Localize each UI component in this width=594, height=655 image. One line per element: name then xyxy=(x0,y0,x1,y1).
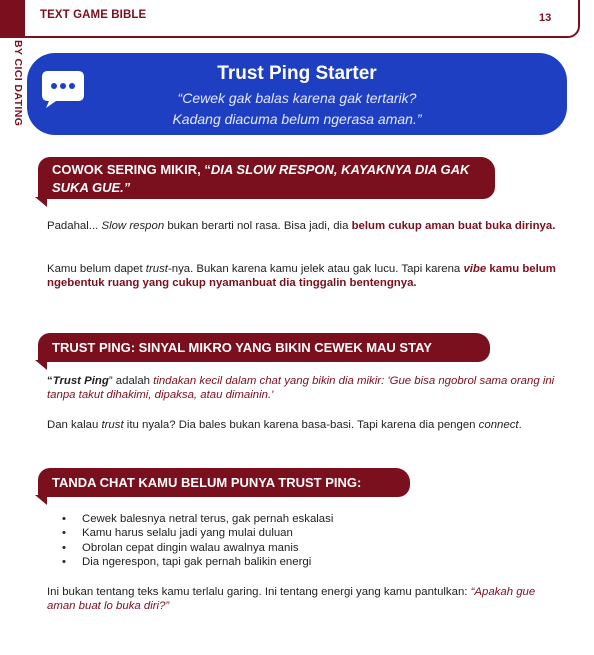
text-run: ” adalah xyxy=(108,375,154,387)
sidebar-label: BY CICI DATING xyxy=(12,40,24,127)
list-item: • Obrolan cepat dingin walau awalnya manis xyxy=(62,541,542,555)
text-highlight: belum cukup aman buat buka dirinya. xyxy=(351,220,556,232)
heading-flag xyxy=(35,360,47,370)
section-heading-1-plain: COWOK SERING MIKIR, “ xyxy=(52,162,211,177)
text-run-bold-italic: Trust Ping xyxy=(52,375,109,387)
text-run: Dan kalau xyxy=(47,419,102,431)
banner-subtitle-line1: “Cewek gak balas karena gak tertarik? xyxy=(177,90,417,106)
paragraph-4 xyxy=(47,418,562,432)
corner-block xyxy=(0,0,25,36)
text-run-italic: Slow respon xyxy=(101,220,165,232)
text-red-italic: “Apakah gue aman buat lo buka diri?” xyxy=(47,586,536,613)
page-number: 13 xyxy=(539,12,552,24)
section-heading-3-text: TANDA CHAT KAMU BELUM PUNYA TRUST PING: xyxy=(52,475,362,490)
header-title: TEXT GAME BIBLE xyxy=(40,9,147,21)
banner xyxy=(27,53,567,135)
text-highlight: kamu belum ngebentuk ruang yang cukup nyamanbuat dia tinggalin bentengnya. xyxy=(47,263,556,290)
text-run: Padahal... xyxy=(47,220,102,232)
banner-title: Trust Ping Starter xyxy=(217,63,377,84)
text-run: Ini bukan tentang teks kamu terlalu garing. Ini tentang energi yang kamu pantulkan: xyxy=(47,586,471,598)
paragraph-3 xyxy=(47,374,562,403)
text-run-italic: trust xyxy=(145,263,168,275)
text-run-italic: trust xyxy=(101,419,124,431)
banner-subtitle xyxy=(27,88,567,130)
list-item: • Kamu harus selalu jadi yang mulai duluan xyxy=(62,526,542,540)
text-run-italic: connect xyxy=(478,419,519,431)
section-heading-2-text: TRUST PING: SINYAL MIKRO YANG BIKIN CEWEK MAU STAY xyxy=(52,340,432,355)
section-heading-2 xyxy=(38,333,490,362)
list-item: • Cewek balesnya netral terus, gak pernah eskalasi xyxy=(62,512,542,526)
text-run: bukan berarti nol rasa. Bisa jadi, dia xyxy=(164,220,352,232)
section-heading-1-italic: DIA SLOW RESPON, KAYAKNYA DIA GAK SUKA GUE.” xyxy=(52,162,470,195)
paragraph-1 xyxy=(47,219,562,233)
paragraph-2 xyxy=(47,262,562,291)
text-run: itu nyala? Dia bales bukan karena basa-basi. Tapi karena dia pengen xyxy=(123,419,479,431)
list-item: • Dia ngerespon, tapi gak pernah balikin energi xyxy=(62,555,542,569)
bullet-list xyxy=(62,512,542,569)
heading-flag xyxy=(35,495,47,505)
closing-paragraph xyxy=(47,585,562,614)
text-run: “ xyxy=(47,375,53,387)
text-highlight-italic: vibe xyxy=(463,263,487,275)
banner-subtitle-line2: Kadang diacuma belum ngerasa aman.” xyxy=(172,111,422,127)
text-run: -nya. Bukan karena kamu jelek atau gak lucu. Tapi karena xyxy=(167,263,464,275)
text-red-italic: tindakan kecil dalam chat yang bikin dia mikir: 'Gue bisa ngobrol sama orang ini tanpa takut dihakimi, dipaksa, atau dimainin.' xyxy=(47,375,555,402)
heading-flag xyxy=(35,197,47,207)
section-heading-3 xyxy=(38,468,410,497)
section-heading-1 xyxy=(38,157,495,199)
text-run: Kamu belum dapet xyxy=(47,263,146,275)
text-run: . xyxy=(518,419,522,431)
